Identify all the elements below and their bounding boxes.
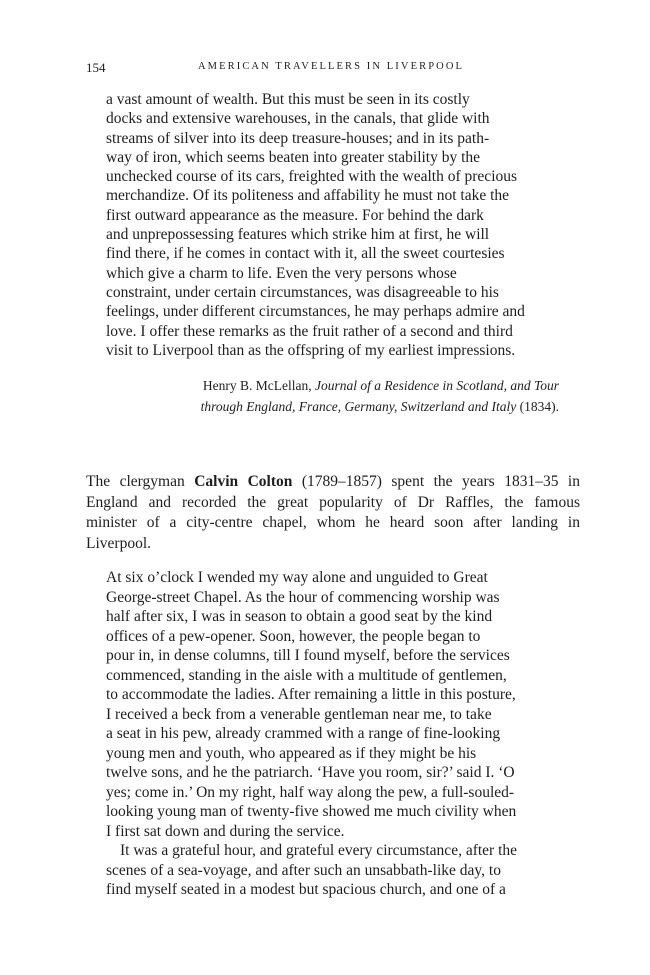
intro-line: England and recorded the great popularity of Dr Raffles, the famous: [86, 493, 580, 511]
quote-line: I first sat down and during the service.: [106, 822, 345, 840]
quote-line: way of iron, which seems beaten into greater stability by the: [106, 148, 481, 166]
quote-line: offices of a pew-opener. Soon, however, the people began to: [106, 627, 481, 645]
quote-line: George-street Chapel. As the hour of commencing worship was: [106, 588, 500, 606]
quote-line: unchecked course of its cars, freighted with the wealth of precious: [106, 168, 518, 186]
quote-line: and unprepossessing features which strike him at first, he will: [106, 226, 490, 244]
intro-paragraph: [86, 472, 580, 554]
author-name: Calvin Colton: [194, 473, 293, 490]
quote-line: docks and extensive warehouses, in the canals, that glide with: [106, 110, 490, 128]
running-head: [86, 60, 516, 76]
quote-line: scenes of a sea-voyage, and after such an unsabbath-like day, to: [106, 861, 501, 879]
quote-line: a seat in his pew, already crammed with a range of fine-looking: [106, 725, 501, 742]
quote-line: visit to Liverpool than as the offspring of my earliest impressions.: [106, 341, 516, 359]
attribution-line-2: [201, 396, 559, 417]
intro-line: [86, 472, 580, 493]
quote-line: half after six, I was in season to obtain a good seat by the kind: [106, 608, 493, 625]
attribution-author: Henry B. McLellan,: [202, 378, 316, 393]
intro-line: minister of a city-centre chapel, whom he heard soon after landing in: [86, 514, 580, 531]
quote-line: a vast amount of wealth. But this must be seen in its costly: [106, 91, 470, 108]
quote-line: first outward appearance as the measure. For behind the dark: [106, 206, 484, 224]
quote-line: streams of silver into its deep treasure-houses; and in its path-: [106, 129, 490, 147]
source-attribution: [201, 375, 559, 417]
quote-line: pour in, in dense columns, till I found myself, before the services: [106, 647, 510, 664]
page-number: 154: [86, 60, 106, 75]
quote-line: which give a charm to life. Even the very persons whose: [106, 264, 457, 282]
quote-line: to accommodate the ladies. After remaining a little in this posture,: [106, 686, 516, 703]
quote-line: twelve sons, and he the patriarch. ‘Have you room, sir?’ said I. ‘O: [106, 764, 515, 781]
attribution-work-title: Journal of a Residence in Scotland, and Tour: [315, 378, 559, 393]
quote-mclellan: [106, 90, 525, 360]
quote-line: yes; come in.’ On my right, half way along the pew, a full-souled-: [106, 783, 515, 801]
intro-text: (1789–1857) spent the years 1831–35 in: [292, 473, 580, 490]
quote-line: find myself seated in a modest but spacious church, and one of a: [106, 881, 506, 898]
quote-line: merchandize. Of its politeness and affability he must not take the: [106, 187, 510, 205]
intro-text: The clergyman: [86, 473, 195, 490]
attribution-year: (1834).: [516, 399, 559, 414]
quote-line: find there, if he comes in contact with it, all the sweet courtesies: [106, 245, 505, 263]
quote-colton: [106, 568, 517, 900]
quote-line: It was a grateful hour, and grateful every circumstance, after the: [120, 842, 518, 859]
quote-line: looking young man of twenty-five showed me much civility when: [106, 803, 517, 820]
quote-line: love. I offer these remarks as the fruit rather of a second and third: [106, 322, 513, 340]
quote-line: feelings, under different circumstances, he may perhaps admire and: [106, 303, 525, 321]
quote-line: young men and youth, who appeared as if they might be his: [106, 744, 477, 762]
running-title: AMERICAN TRAVELLERS IN LIVERPOOL: [198, 61, 465, 72]
attribution-work-title-cont: through England, France, Germany, Switzerland and Italy: [200, 399, 517, 414]
quote-line: I received a beck from a venerable gentleman near me, to take: [106, 705, 492, 723]
quote-line: At six o’clock I wended my way alone and unguided to Great: [106, 569, 488, 586]
quote-line: commenced, standing in the aisle with a multitude of gentlemen,: [106, 666, 507, 684]
attribution-line-1: [201, 375, 559, 396]
intro-line: Liverpool.: [86, 534, 151, 552]
quote-line: constraint, under certain circumstances, was disagreeable to his: [106, 283, 499, 301]
